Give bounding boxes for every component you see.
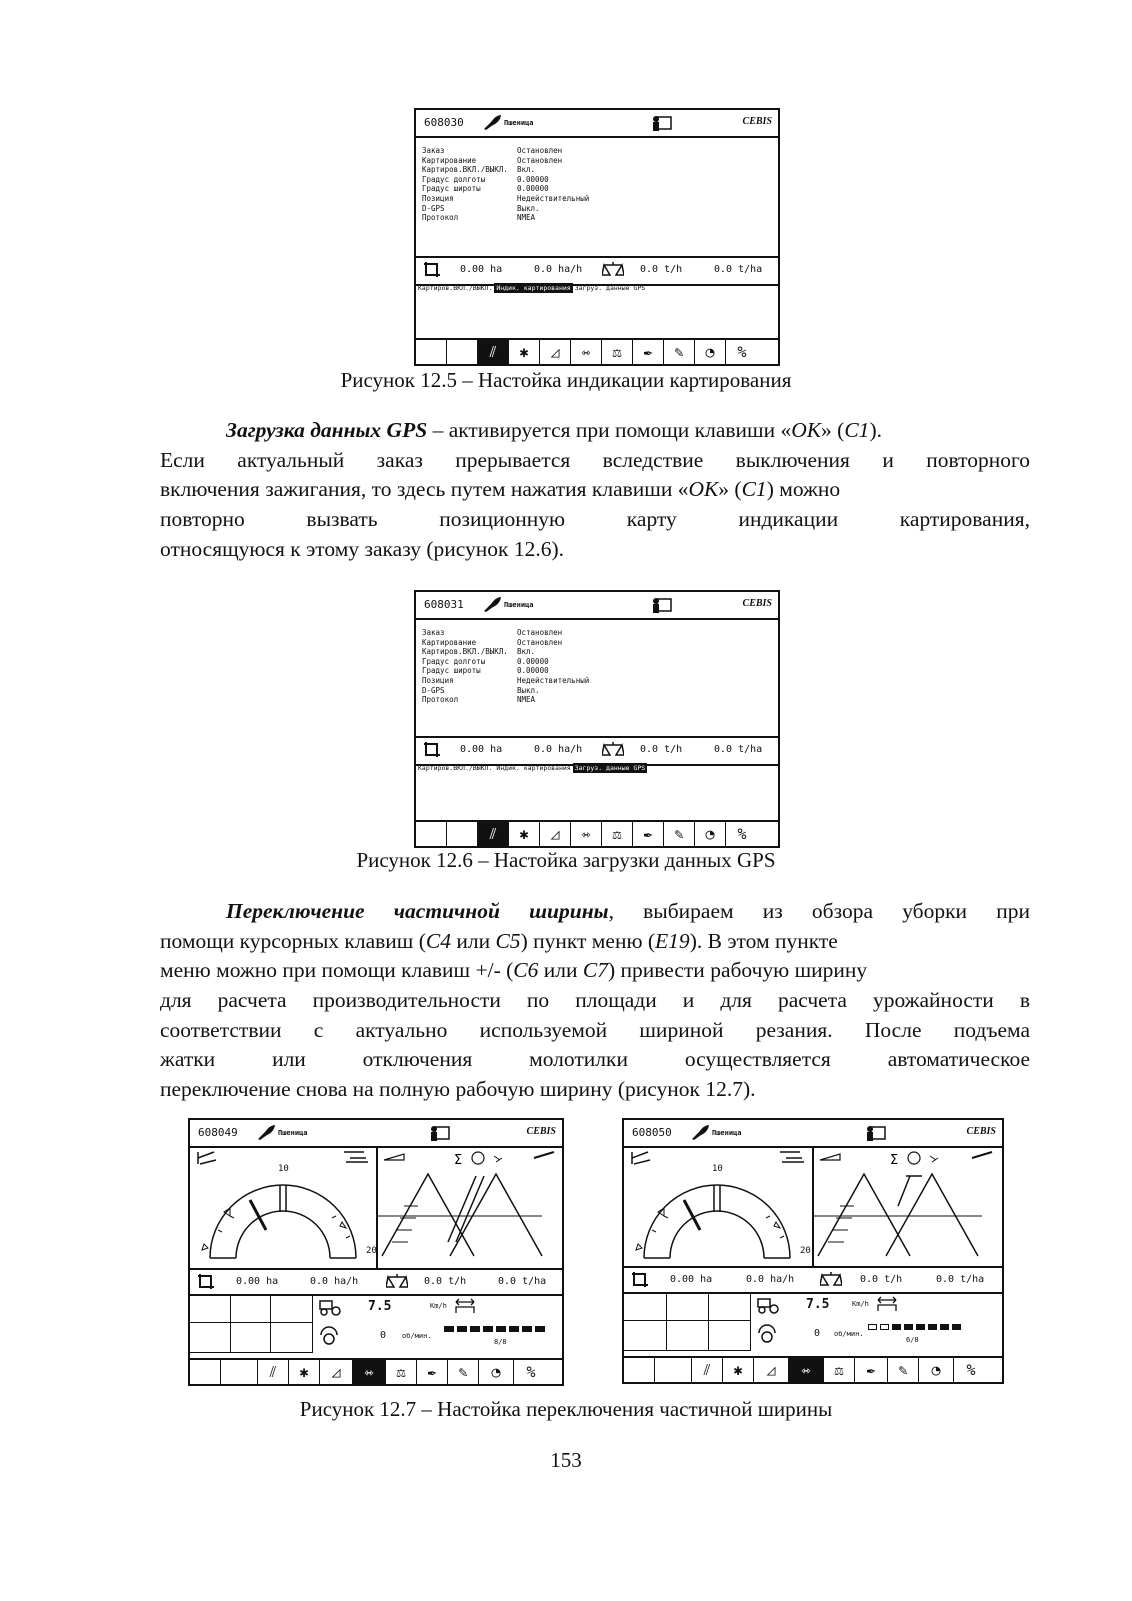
info-value: NMEA — [517, 695, 536, 705]
info-row — [422, 676, 589, 686]
pencil-icon[interactable]: ✎ — [664, 822, 695, 846]
empty-cell — [624, 1292, 667, 1321]
rate-value: 0.0 ha/h — [310, 1276, 359, 1287]
scale-icon — [602, 741, 624, 760]
toolbar-blank[interactable] — [416, 340, 447, 364]
key-ref: С6 — [513, 958, 539, 983]
info-key: Протокол — [422, 695, 459, 705]
gauge-icon[interactable]: ◔ — [919, 1358, 954, 1382]
screen-header — [416, 110, 778, 138]
scale-icon[interactable]: ⚖ — [602, 340, 633, 364]
text: помощи курсорных клавиш ( — [160, 928, 426, 953]
text-line — [160, 927, 1030, 957]
tractor-icon — [756, 1296, 780, 1318]
screen-partial-width — [622, 1118, 1004, 1384]
yield-ha-value: 0.0 t/ha — [498, 1276, 547, 1287]
screen-mapping-display — [414, 108, 780, 366]
yield-ha-value: 0.0 t/ha — [714, 744, 763, 755]
text: – активируется при помощи клавиши « — [427, 418, 792, 442]
empty-cell — [190, 1294, 231, 1323]
area-value: 0.00 ha — [460, 744, 503, 755]
gauge-label-10: 10 — [712, 1164, 723, 1174]
toolbar[interactable] — [416, 338, 778, 364]
cebis-logo: CEBIS — [966, 1126, 996, 1137]
cutting-width-icon — [876, 1296, 898, 1316]
scale-icon[interactable]: ⚖ — [386, 1360, 417, 1384]
toolbar-blank[interactable] — [447, 340, 478, 364]
info-value: Вкл. — [517, 165, 536, 175]
info-row — [422, 213, 589, 223]
cutting-width-icon[interactable]: ⇿ — [571, 822, 602, 846]
percent-icon[interactable]: % — [737, 824, 747, 843]
svg-text:Σ: Σ — [454, 1153, 463, 1168]
crop-leaf-icon — [482, 113, 502, 135]
info-value: Недействительный — [517, 675, 590, 685]
text: меню можно при помощи клавиш +/- ( — [160, 958, 514, 983]
info-key: D-GPS — [422, 685, 445, 695]
info-key: Позиция — [422, 675, 454, 685]
info-value: 0.00000 — [517, 666, 549, 676]
info-list — [422, 146, 589, 223]
info-key: Картирование — [422, 155, 477, 165]
drum-icon — [318, 1326, 340, 1350]
toolbar[interactable] — [624, 1356, 1002, 1382]
info-key: Картирование — [422, 637, 477, 647]
pencil-icon[interactable]: ✎ — [448, 1360, 479, 1384]
screen-code: 608050 — [632, 1126, 672, 1139]
info-value: 0.00000 — [517, 184, 549, 194]
width-section — [444, 1326, 454, 1332]
info-row — [422, 175, 589, 185]
asterisk-icon[interactable]: ✱ — [509, 340, 540, 364]
text: или — [538, 958, 583, 983]
info-row — [422, 184, 589, 194]
operator-icon — [864, 1124, 888, 1146]
paragraph-partial-width — [160, 897, 1030, 1105]
crop-name: Пшеница — [278, 1129, 308, 1137]
empty-cell — [270, 1294, 313, 1323]
slope-icon[interactable]: ◿ — [754, 1358, 789, 1382]
info-row — [422, 638, 589, 648]
submenu[interactable] — [416, 764, 778, 772]
paragraph-gps-load — [160, 416, 1030, 564]
width-section — [522, 1326, 532, 1332]
cutting-width-icon[interactable]: ⇿ — [571, 340, 602, 364]
cebis-logo: CEBIS — [742, 116, 772, 127]
info-value: Выкл. — [517, 203, 540, 213]
toolbar-blank[interactable] — [447, 822, 478, 846]
crop-name: Пшеница — [504, 601, 534, 609]
rpm-value: 0 — [814, 1328, 821, 1339]
empty-cell — [666, 1292, 709, 1321]
text: » ( — [718, 477, 742, 502]
info-row — [422, 657, 589, 667]
header-diagram — [814, 1146, 1002, 1268]
speed-panel — [750, 1292, 1002, 1350]
info-row — [422, 194, 589, 204]
menu-item-gps-load[interactable]: Загруз. данные GPS — [574, 284, 646, 292]
screen-gps-load — [414, 590, 780, 848]
menu-item-mapping-toggle[interactable]: Картиров.ВКЛ./ВЫКЛ. — [418, 284, 493, 292]
menu-item-mapping-display[interactable]: Индик. картирования — [496, 764, 571, 772]
area-value: 0.00 ha — [670, 1274, 713, 1285]
text: включения зажигания, то здесь путем нажатия клавиши « — [160, 477, 689, 502]
text: ). В этом пункте — [689, 928, 838, 953]
width-section — [483, 1326, 493, 1332]
area-value: 0.00 ha — [460, 264, 503, 275]
gauge-icon[interactable]: ◔ — [695, 340, 726, 364]
rate-value: 0.0 ha/h — [534, 264, 583, 275]
text: или — [450, 928, 496, 953]
yield-value: 0.0 t/h — [640, 744, 683, 755]
header-gauge — [190, 1146, 378, 1268]
cebis-logo: CEBIS — [526, 1126, 556, 1137]
text: ) привести рабочую ширину — [607, 958, 868, 983]
key-ref: ОК — [791, 418, 822, 442]
toolbar-blank[interactable] — [416, 822, 447, 846]
area-value: 0.00 ha — [236, 1276, 279, 1287]
text: ) можно — [766, 477, 841, 502]
term: Переключение частичной ширины — [226, 899, 609, 923]
page-number: 153 — [550, 1448, 582, 1472]
key-ref: ОК — [688, 477, 719, 502]
drum-icon — [756, 1324, 778, 1348]
cutting-width-icon[interactable]: ⇿ — [353, 1360, 386, 1384]
text-line: относящуюся к этому заказу (рисунок 12.6). — [160, 536, 565, 561]
key-ref: С1 — [844, 418, 870, 442]
submenu[interactable] — [416, 284, 778, 292]
key-ref: С5 — [495, 928, 521, 953]
width-section — [535, 1326, 545, 1332]
scale-icon — [602, 261, 624, 280]
text: » ( — [821, 418, 845, 442]
info-value: Остановлен — [517, 146, 563, 155]
reel-icon[interactable]: ⫽ — [478, 340, 509, 364]
status-bar — [416, 256, 778, 286]
yield-value: 0.0 t/h — [860, 1274, 903, 1285]
screen-full-width — [188, 1118, 564, 1386]
info-key: D-GPS — [422, 203, 445, 213]
rpm-unit: об/мин. — [402, 1332, 432, 1340]
leaf-icon[interactable]: ✒ — [633, 340, 664, 364]
triangle-diagram — [378, 1146, 562, 1268]
text-line — [160, 416, 1030, 446]
text-line: повторно вызвать позиционную карту индикации картирования, — [160, 507, 1030, 532]
cutting-width-icon[interactable]: ⇿ — [789, 1358, 824, 1382]
area-icon — [630, 1270, 650, 1291]
key-ref: С1 — [741, 477, 767, 502]
pencil-icon[interactable]: ✎ — [664, 340, 695, 364]
gauge-label-20: 20 — [366, 1246, 377, 1256]
info-key: Градус широты — [422, 666, 481, 676]
percent-icon[interactable]: % — [966, 1360, 976, 1379]
info-value: Остановлен — [517, 628, 563, 637]
info-row — [422, 695, 589, 705]
empty-cell — [708, 1292, 751, 1321]
info-row — [422, 647, 589, 657]
speed-value: 7.5 — [806, 1297, 830, 1312]
width-section — [457, 1326, 467, 1332]
info-key: Картиров.ВКЛ./ВЫКЛ. — [422, 647, 508, 657]
text-line: жатки или отключения молотилки осуществляется автоматическое — [160, 1047, 1030, 1072]
info-key: Заказ — [422, 146, 445, 155]
empty-cell — [708, 1320, 751, 1351]
crop-leaf-icon — [482, 595, 502, 617]
text-line — [160, 897, 1030, 927]
slope-icon[interactable]: ◿ — [540, 340, 571, 364]
asterisk-icon[interactable]: ✱ — [509, 822, 540, 846]
width-section-off — [880, 1324, 889, 1330]
info-row — [422, 165, 589, 175]
leaf-icon[interactable]: ✒ — [417, 1360, 448, 1384]
info-key: Заказ — [422, 628, 445, 637]
screen-code: 608031 — [424, 598, 464, 611]
text-line: для расчета производительности по площади и для расчета урожайности в — [160, 988, 1030, 1013]
toolbar-blank[interactable] — [221, 1360, 258, 1384]
width-section — [928, 1324, 937, 1330]
info-value: Остановлен — [517, 637, 563, 647]
width-section — [892, 1324, 901, 1330]
text-line: соответствии с актуально используемой шириной резания. После подъема — [160, 1017, 1030, 1042]
yield-ha-value: 0.0 t/ha — [936, 1274, 985, 1285]
empty-cell — [624, 1320, 667, 1351]
area-icon — [196, 1272, 216, 1293]
screen-header — [190, 1120, 562, 1148]
slope-icon[interactable]: ◿ — [540, 822, 571, 846]
cutting-width-icon — [454, 1298, 476, 1318]
text-line: переключение снова на полную рабочую ширину (рисунок 12.7). — [160, 1077, 756, 1102]
menu-item-gps-load[interactable]: Загруз. данные GPS — [574, 764, 646, 772]
slope-icon[interactable]: ◿ — [320, 1360, 353, 1384]
width-ratio: 6/8 — [906, 1336, 919, 1344]
figure-caption: Рисунок 12.5 – Настойка индикации картирования — [340, 368, 792, 392]
key-ref: С4 — [425, 928, 451, 953]
text-line: Если актуальный заказ прерывается вследствие выключения и повторного — [160, 447, 1030, 472]
asterisk-icon[interactable]: ✱ — [723, 1358, 754, 1382]
reel-icon[interactable]: ⫽ — [478, 822, 509, 846]
screen-code: 608030 — [424, 116, 464, 129]
info-row — [422, 204, 589, 214]
width-section — [509, 1326, 519, 1332]
info-row — [422, 666, 589, 676]
operator-icon — [428, 1124, 452, 1146]
rate-value: 0.0 ha/h — [534, 744, 583, 755]
text: ). — [869, 418, 882, 442]
empty-cell — [190, 1322, 231, 1353]
key-ref: С7 — [582, 958, 608, 983]
info-row — [422, 628, 589, 638]
status-bar — [624, 1266, 1002, 1294]
info-row — [422, 686, 589, 696]
reel-icon[interactable]: ⫽ — [258, 1360, 289, 1384]
info-list — [422, 628, 589, 705]
status-bar — [190, 1268, 562, 1296]
info-key: Градус долготы — [422, 174, 486, 184]
text-line — [160, 475, 1030, 505]
figure-caption: Рисунок 12.6 – Настойка загрузки данных GPS — [356, 848, 776, 872]
cebis-logo: CEBIS — [742, 598, 772, 609]
width-section — [952, 1324, 961, 1330]
info-value: Вкл. — [517, 647, 536, 657]
toolbar-blank[interactable] — [624, 1358, 655, 1382]
info-value: 0.00000 — [517, 656, 549, 666]
width-section-off — [868, 1324, 877, 1330]
gauge-icon[interactable]: ◔ — [479, 1360, 514, 1384]
menu-item-mapping-toggle[interactable]: Картиров.ВКЛ./ВЫКЛ. — [418, 764, 493, 772]
width-section — [904, 1324, 913, 1330]
scale-icon — [820, 1271, 842, 1290]
toolbar-blank[interactable] — [655, 1358, 692, 1382]
gauge-icon[interactable]: ◔ — [695, 822, 726, 846]
percent-icon[interactable]: % — [737, 342, 747, 361]
speed-value: 7.5 — [368, 1299, 392, 1314]
toolbar-blank[interactable] — [190, 1360, 221, 1384]
leaf-icon[interactable]: ✒ — [633, 822, 664, 846]
width-sections — [868, 1324, 961, 1330]
speed-unit: Km/h — [852, 1300, 869, 1308]
width-section — [496, 1326, 506, 1332]
gauge-label-20: 20 — [800, 1246, 811, 1256]
width-section — [916, 1324, 925, 1330]
text-line — [160, 956, 1030, 986]
tractor-icon — [318, 1298, 342, 1320]
info-key: Протокол — [422, 213, 459, 223]
yield-value: 0.0 t/h — [424, 1276, 467, 1287]
info-value: Выкл. — [517, 685, 540, 695]
crop-leaf-icon — [256, 1123, 276, 1145]
info-key: Картиров.ВКЛ./ВЫКЛ. — [422, 165, 508, 175]
toolbar[interactable] — [190, 1358, 562, 1384]
info-value: NMEA — [517, 213, 536, 223]
info-value: Недействительный — [517, 193, 590, 203]
gauge-label-10: 10 — [278, 1164, 289, 1174]
percent-icon[interactable]: % — [526, 1362, 536, 1381]
toolbar[interactable] — [416, 820, 778, 846]
width-section — [940, 1324, 949, 1330]
speed-panel — [312, 1294, 562, 1352]
operator-icon — [650, 114, 674, 136]
header-diagram — [378, 1146, 562, 1268]
rate-value: 0.0 ha/h — [746, 1274, 795, 1285]
crop-name: Пшеница — [712, 1129, 742, 1137]
svg-text:Σ: Σ — [890, 1153, 899, 1168]
yield-value: 0.0 t/h — [640, 264, 683, 275]
crop-leaf-icon — [690, 1123, 710, 1145]
info-key: Градус широты — [422, 184, 481, 194]
scale-icon[interactable]: ⚖ — [824, 1358, 855, 1382]
info-row — [422, 146, 589, 156]
figure-caption: Рисунок 12.7 – Настойка переключения частичной ширины — [299, 1397, 833, 1421]
rpm-value: 0 — [380, 1330, 387, 1341]
screen-header — [624, 1120, 1002, 1148]
reel-icon[interactable]: ⫽ — [692, 1358, 723, 1382]
text: , выбираем из обзора уборки при — [608, 899, 1030, 923]
empty-cell — [666, 1320, 709, 1351]
rpm-unit: об/мин. — [834, 1330, 864, 1338]
area-icon — [422, 260, 442, 281]
asterisk-icon[interactable]: ✱ — [289, 1360, 320, 1384]
status-bar — [416, 736, 778, 766]
info-key: Градус долготы — [422, 656, 486, 666]
width-section — [470, 1326, 480, 1332]
info-key: Позиция — [422, 193, 454, 203]
term: Загрузка данных GPS — [226, 418, 428, 442]
info-row — [422, 156, 589, 166]
area-icon — [422, 740, 442, 761]
yield-ha-value: 0.0 t/ha — [714, 264, 763, 275]
empty-cell — [270, 1322, 313, 1353]
screen-code: 608049 — [198, 1126, 238, 1139]
width-ratio: 8/8 — [494, 1338, 507, 1346]
operator-icon — [650, 596, 674, 618]
speed-unit: Km/h — [430, 1302, 447, 1310]
screen-header — [416, 592, 778, 620]
info-value: 0.00000 — [517, 174, 549, 184]
key-ref: Е19 — [655, 928, 690, 953]
crop-name: Пшеница — [504, 119, 534, 127]
leaf-icon[interactable]: ✒ — [855, 1358, 888, 1382]
menu-item-mapping-display[interactable]: Индик. картирования — [496, 284, 571, 292]
scale-icon — [386, 1273, 408, 1292]
info-value: Остановлен — [517, 155, 563, 165]
empty-cell — [230, 1294, 271, 1323]
empty-cell — [230, 1322, 271, 1353]
header-gauge — [624, 1146, 814, 1268]
pencil-icon[interactable]: ✎ — [888, 1358, 919, 1382]
width-sections — [444, 1326, 545, 1332]
scale-icon[interactable]: ⚖ — [602, 822, 633, 846]
text: ) пункт меню ( — [520, 928, 656, 953]
triangle-diagram — [814, 1146, 1002, 1268]
